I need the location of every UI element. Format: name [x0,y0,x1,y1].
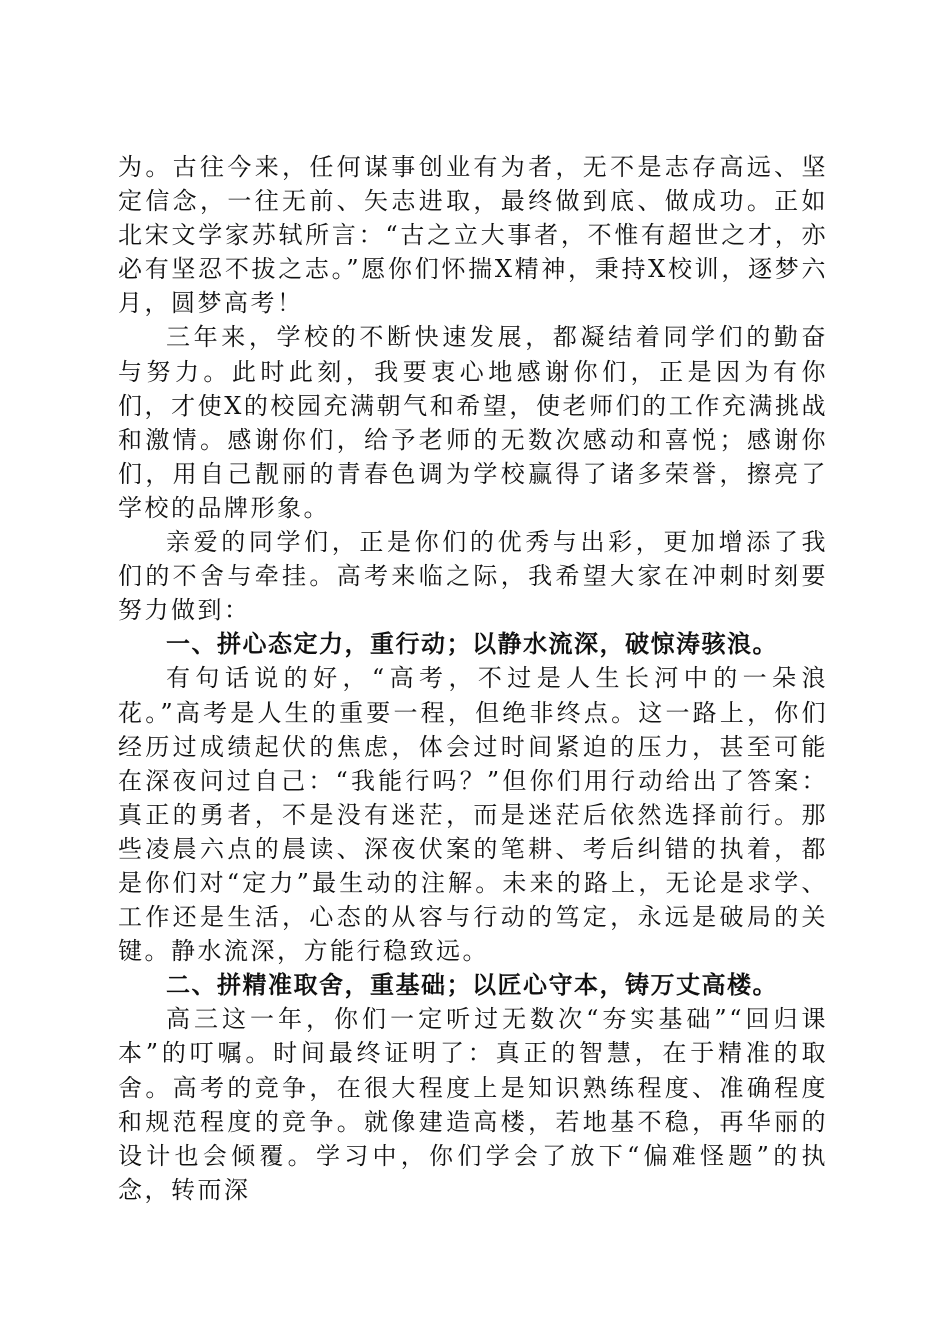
section-heading-2: 二、拼精准取舍，重基础；以匠心守本，铸万丈高楼。 [166,971,778,1000]
document-page [118,150,828,1207]
paragraph-1: 为。古往今来，任何谋事创业有为者，无不是志存高远、坚定信念，一往无前、矢志进取，最终做到底、做成功。正如北宋文学家苏轼所言：“古之立大事者，不惟有超世之才，亦必有坚忍不拔之志。”愿你们怀揣X精神，秉持X校训，逐梦六月，圆梦高考！ [118,153,828,318]
section-heading-1: 一、拼心态定力，重行动；以静水流深，破惊涛骇浪。 [166,630,778,659]
paragraph-5: 高三这一年，你们一定听过无数次“夯实基础”“回归课本”的叮嘱。时间最终证明了：真正的智慧，在于精准的取舍。高考的竞争，在很大程度上是知识熟练程度、准确程度和规范程度的竞争。就像建造高楼，若地基不稳，再华丽的设计也会倾覆。学习中，你们学会了放下“偏难怪题”的执念，转而深 [118,1005,828,1204]
paragraph-3: 亲爱的同学们，正是你们的优秀与出彩，更加增添了我们的不舍与牵挂。高考来临之际，我希望大家在冲刺时刻要努力做到： [118,528,828,625]
paragraph-2: 三年来，学校的不断快速发展，都凝结着同学们的勤奋与努力。此时此刻，我要衷心地感谢你们，正是因为有你们，才使X的校园充满朝气和希望，使老师们的工作充满挑战和激情。感谢你们，给予老师的无数次感动和喜悦；感谢你们，用自己靓丽的青春色调为学校赢得了诸多荣誉，擦亮了学校的品牌形象。 [118,323,828,522]
paragraph-4: 有句话说的好，“高考，不过是人生长河中的一朵浪花。”高考是人生的重要一程，但绝非终点。这一路上，你们经历过成绩起伏的焦虑，体会过时间紧迫的压力，甚至可能在深夜问过自己：“我能行吗？”但你们用行动给出了答案：真正的勇者，不是没有迷茫，而是迷茫后依然选择前行。那些凌晨六点的晨读、深夜伏案的笔耕、考后纠错的执着，都是你们对“定力”最生动的注解。未来的路上，无论是求学、工作还是生活，心态的从容与行动的笃定，永远是破局的关键。静水流深，方能行稳致远。 [118,664,828,966]
